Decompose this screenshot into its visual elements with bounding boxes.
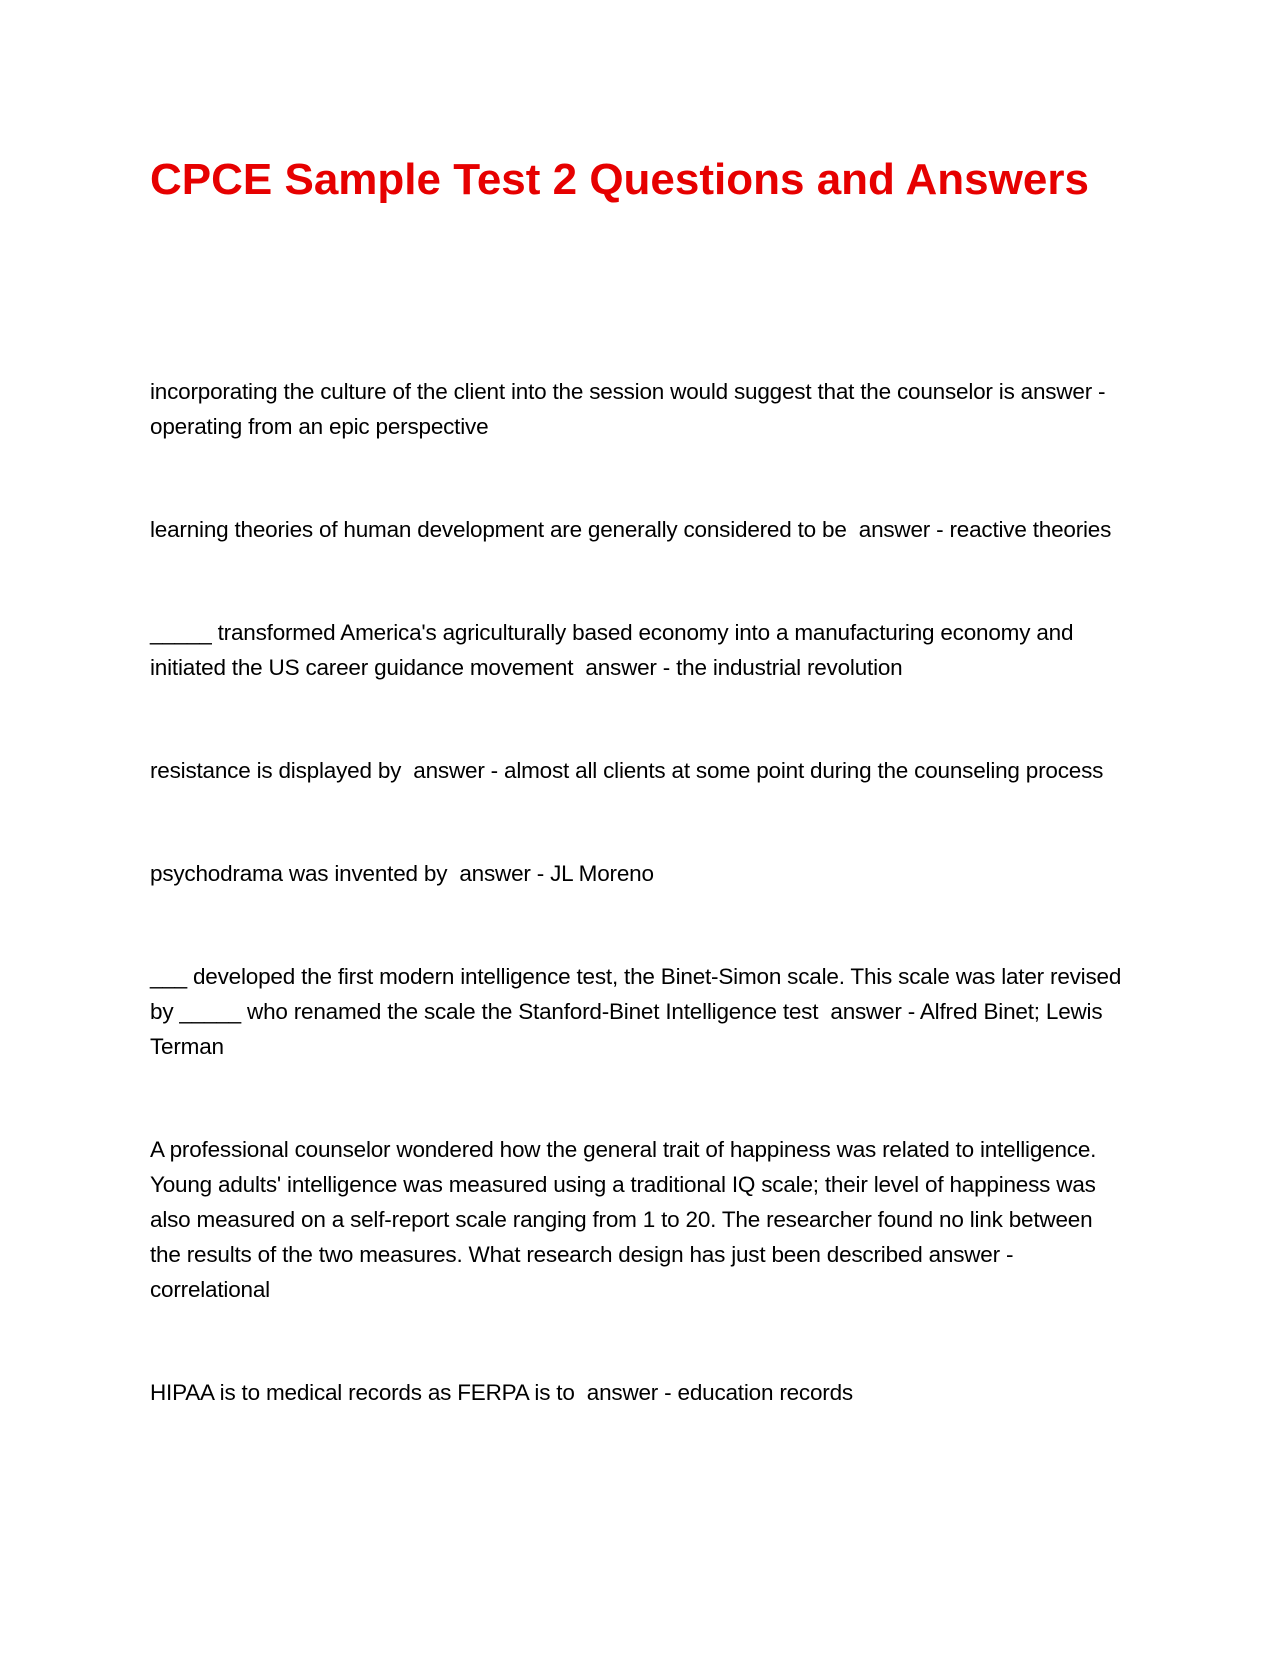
- qa-text: learning theories of human development are generally considered to be answer - reactive theories: [150, 517, 1112, 542]
- qa-item-4: [150, 753, 1125, 788]
- qa-text: ___ developed the first modern intelligence test, the Binet-Simon scale. This scale was later revised by _____ who renamed the scale the Stanford-Binet Intelligence test answer - Alfred Binet; Lewis Terman: [150, 964, 1128, 1059]
- qa-text: HIPAA is to medical records as FERPA is to answer - education records: [150, 1380, 853, 1405]
- qa-text: _____ transformed America's agriculturally based economy into a manufacturing economy and initiated the US career guidance movement answer - the industrial revolution: [150, 620, 1080, 680]
- qa-item-7: [150, 1132, 1125, 1307]
- document-title: CPCE Sample Test 2 Questions and Answers: [150, 155, 1089, 204]
- qa-text: incorporating the culture of the client into the session would suggest that the counselor is answer - operating from an epic perspective: [150, 379, 1112, 439]
- qa-item-5: [150, 856, 1125, 891]
- qa-text: A professional counselor wondered how the general trait of happiness was related to intelligence. Young adults' intelligence was measured using a traditional IQ scale; their level of happiness was also measured on a self-report scale ranging from 1 to 20. The researcher found no link between the results of the two measures. What research design has just been described answer - correlational: [150, 1137, 1102, 1302]
- qa-item-6: [150, 959, 1128, 1064]
- qa-item-3: [150, 615, 1125, 685]
- qa-text: psychodrama was invented by answer - JL Moreno: [150, 861, 654, 886]
- qa-list: [150, 374, 1128, 1478]
- qa-item-2: [150, 512, 1125, 547]
- qa-item-1: [150, 374, 1125, 444]
- qa-item-8: [150, 1375, 1125, 1410]
- qa-text: resistance is displayed by answer - almost all clients at some point during the counseling process: [150, 758, 1104, 783]
